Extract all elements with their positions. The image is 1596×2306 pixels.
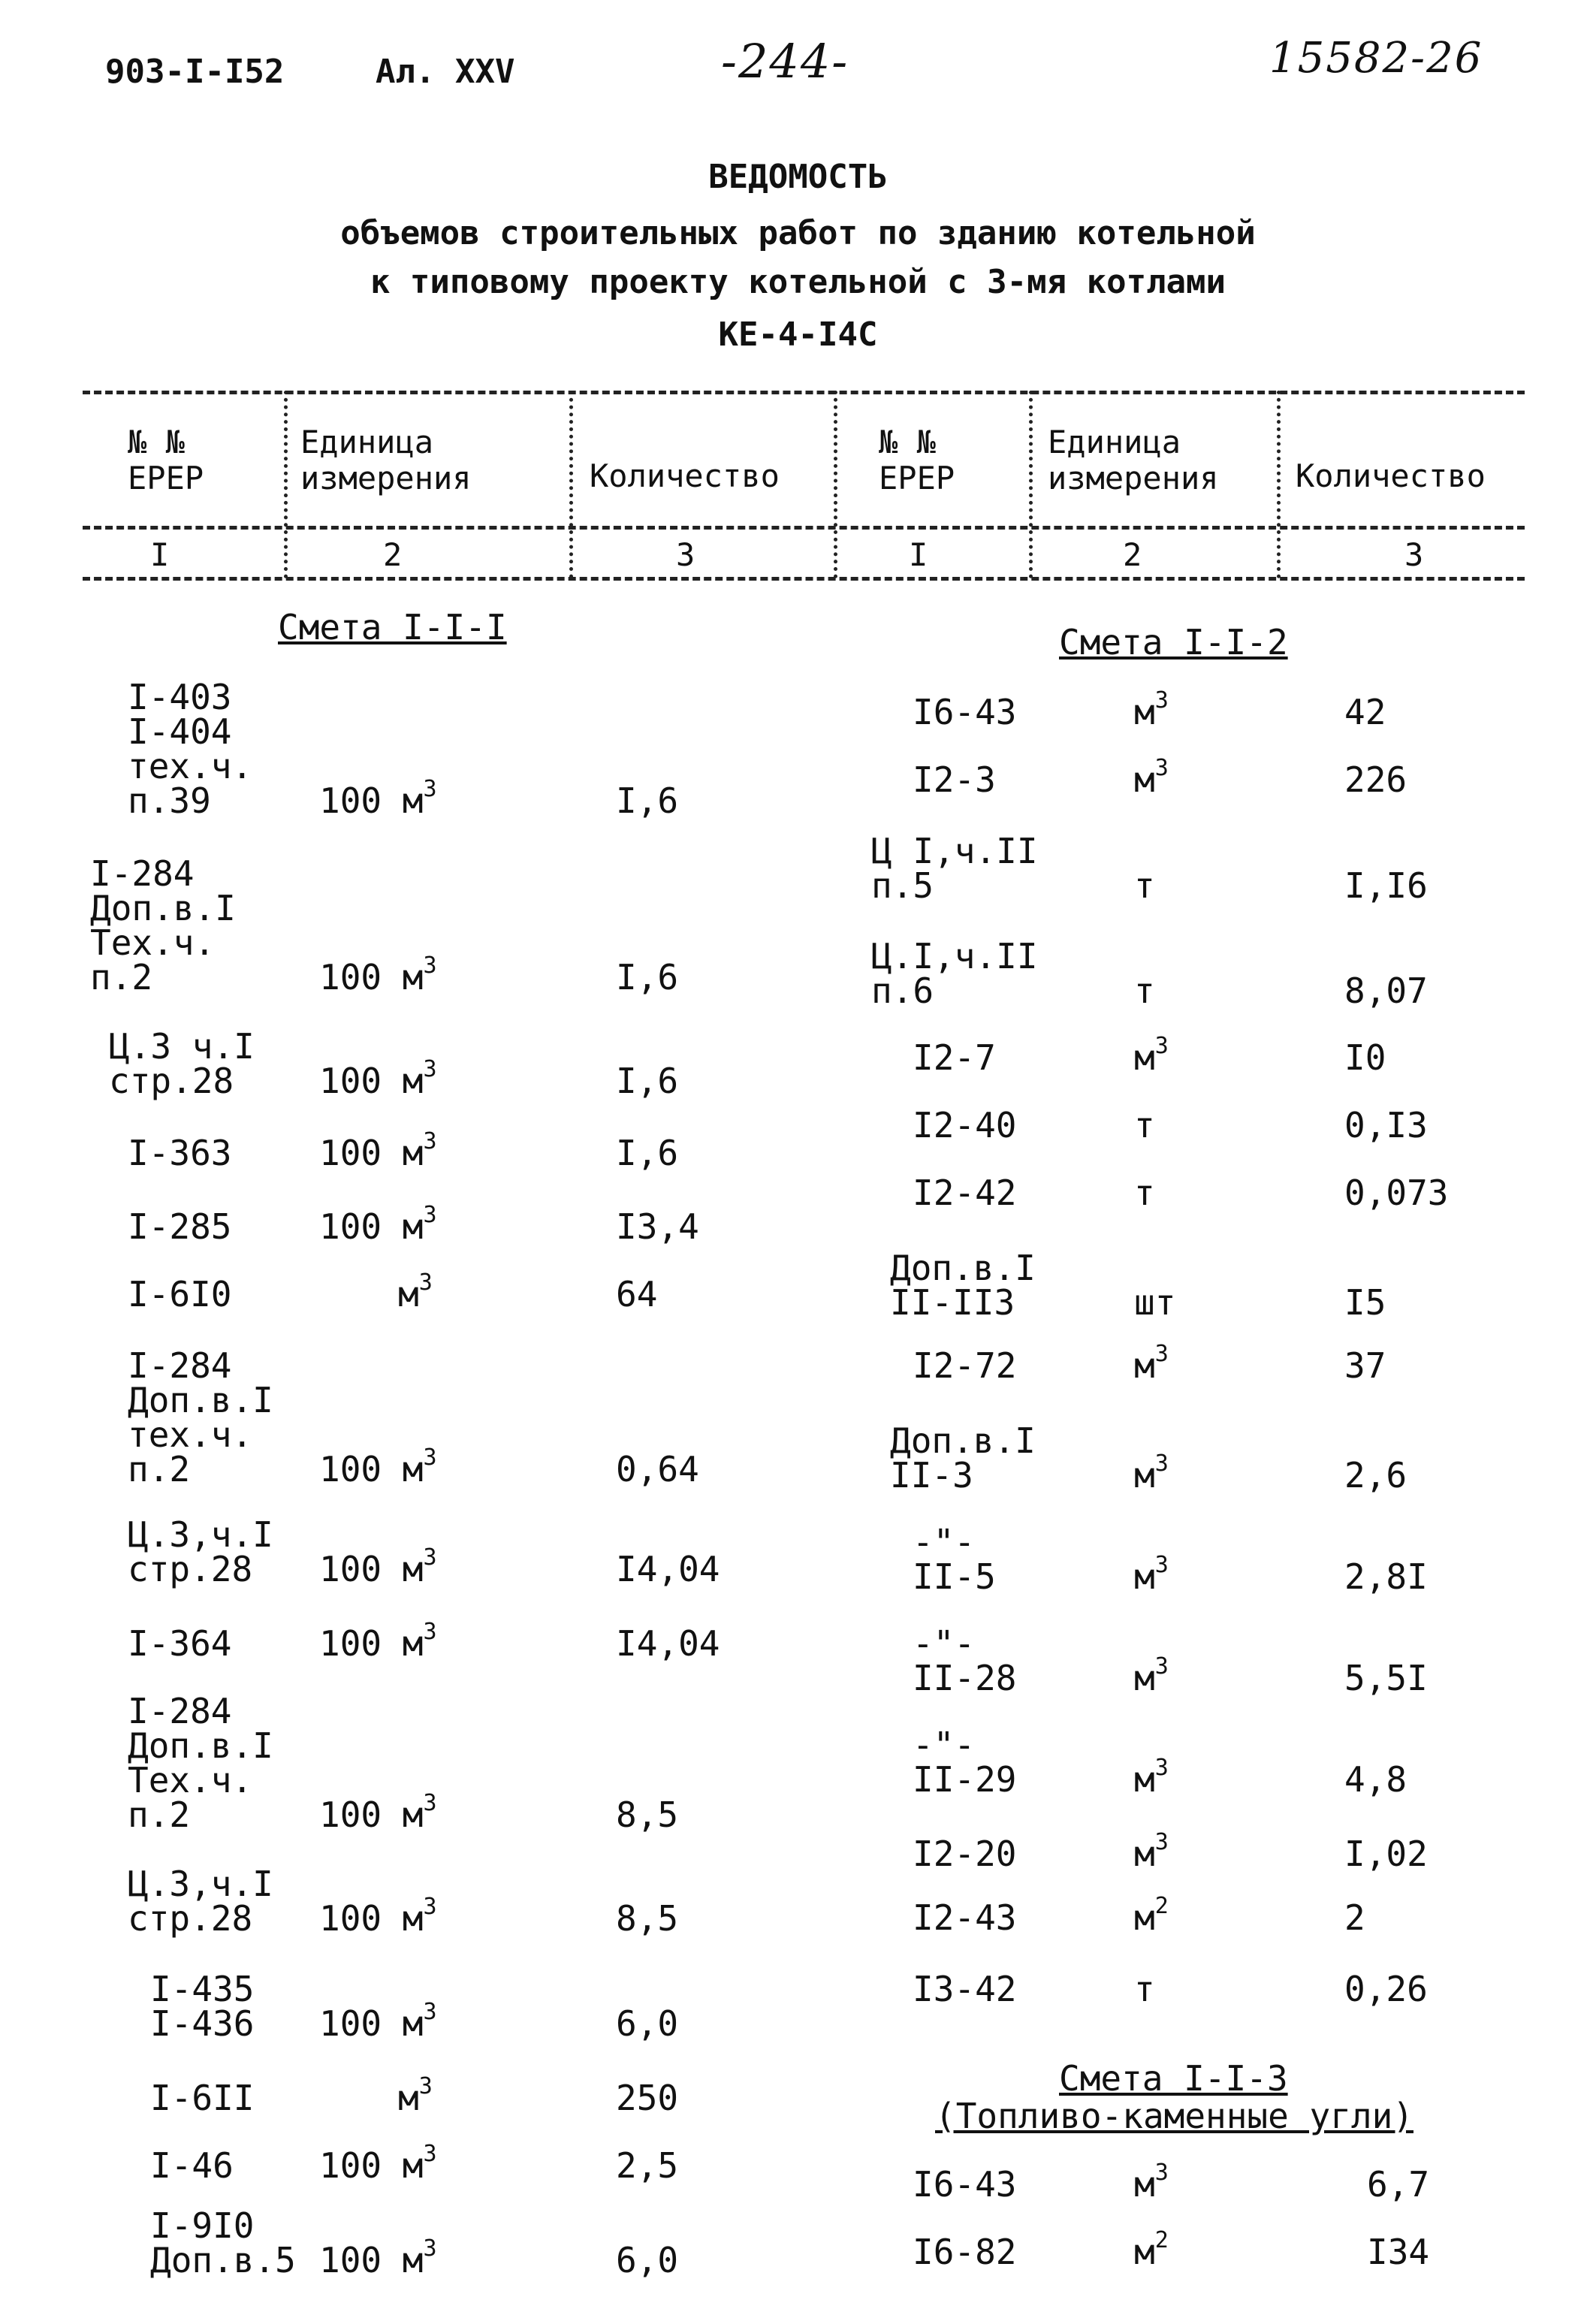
left-unit-cell [319, 1444, 437, 1490]
code-line: I2-7 [913, 1037, 996, 1078]
colnum-2-left: 2 [383, 536, 403, 573]
code-line: I-284 [90, 853, 195, 894]
right-quantity-cell: 2,6 [1344, 1455, 1407, 1496]
left-code-cell [128, 1691, 308, 1835]
unit-text: 100 м [319, 2003, 424, 2044]
right-quantity-cell: 0,073 [1344, 1173, 1449, 1213]
unit-exponent: 3 [423, 776, 437, 802]
left-code-cell [128, 677, 308, 821]
right-quantity-cell: 42 [1344, 692, 1386, 732]
code-line: I-404 [128, 711, 232, 752]
left-quantity-cell: 64 [616, 1274, 658, 1314]
left-code-cell [128, 1274, 308, 1314]
code-line: II-5 [913, 1556, 996, 1597]
left-code-cell [128, 1864, 308, 1939]
unit-exponent: 3 [423, 1619, 437, 1645]
code-line: Доп.в.I [90, 888, 236, 928]
right-quantity-cell: 2 [1344, 1897, 1365, 1938]
right-unit-cell [1134, 1755, 1169, 1800]
code-line: I2-40 [913, 1105, 1017, 1145]
unit-text: м [1134, 1037, 1155, 1078]
left-code-cell [150, 2078, 330, 2118]
code-line: Ц.3 ч.I [109, 1026, 255, 1067]
unit-text: 100 м [319, 1133, 424, 1173]
unit-text: 100 м [319, 2240, 424, 2280]
unit-exponent: 3 [423, 1444, 437, 1471]
right-code-cell [913, 1173, 1093, 1213]
right-unit-cell [1134, 1033, 1169, 1078]
left-unit-cell [319, 1790, 437, 1835]
left-quantity-cell: I4,04 [616, 1623, 720, 1664]
hdr-col1-left: № № ЕРЕР [128, 424, 204, 497]
code-line: Доп.в.I [128, 1725, 273, 1766]
code-line: тех.ч. [128, 746, 253, 786]
left-unit-cell [319, 776, 437, 821]
unit-text: м [1134, 1759, 1155, 1800]
code-line: Ц.I,ч.II [871, 936, 1038, 976]
right-unit-cell [1134, 1341, 1169, 1386]
code-line: I-435 [150, 1969, 255, 2009]
right-unit-cell [1134, 1893, 1169, 1938]
code-line: Тех.ч. [90, 922, 216, 963]
code-line: I-46 [150, 2145, 234, 2186]
code-line: -"- [913, 1522, 976, 1562]
right-code-cell [913, 1105, 1093, 1145]
left-quantity-cell: 2,5 [616, 2145, 679, 2186]
code-line: I3-42 [913, 1969, 1017, 2009]
right-unit-cell [1134, 1829, 1169, 1874]
left-quantity-cell: 250 [616, 2078, 679, 2118]
code-line: I-9I0 [150, 2205, 255, 2246]
left-quantity-cell: I,6 [616, 780, 679, 821]
code-line: I6-43 [913, 2164, 1017, 2205]
unit-text: м [1134, 1345, 1155, 1386]
left-unit-cell [319, 1544, 437, 1589]
code-line: I-436 [150, 2003, 255, 2044]
left-code-cell [109, 1026, 289, 1101]
unit-exponent: 2 [1154, 2227, 1169, 2253]
unit-exponent: 3 [1154, 1552, 1169, 1578]
left-section-title: Смета I-I-I [278, 607, 507, 647]
unit-exponent: 3 [1154, 755, 1169, 781]
unit-exponent: 3 [423, 1544, 437, 1571]
right2-code-cell [913, 2232, 1093, 2272]
hdr-col2-left: Единица измерения [300, 424, 472, 497]
code-line: II-II3 [890, 1282, 1015, 1323]
left-quantity-cell: 6,0 [616, 2240, 679, 2280]
left-code-cell [150, 2205, 330, 2280]
code-line: I2-43 [913, 1897, 1017, 1938]
code-line: стр.28 [128, 1898, 253, 1939]
unit-text: 100 м [319, 1206, 424, 1247]
unit-exponent: 3 [1154, 1341, 1169, 1367]
code-line: Ц.3,ч.I [128, 1514, 273, 1555]
right-quantity-cell: 8,07 [1344, 970, 1428, 1011]
unit-exponent: 3 [1154, 2160, 1169, 2186]
right-quantity-cell: 226 [1344, 759, 1407, 800]
right-unit-cell [1134, 970, 1155, 1011]
right-code-cell [871, 831, 1051, 906]
right2-unit-cell [1134, 2227, 1169, 2272]
right2-code-cell [913, 2164, 1093, 2205]
unit-text: 100 м [319, 1061, 424, 1101]
left-unit-cell [319, 1202, 437, 1247]
left-code-cell [128, 1623, 308, 1664]
right-quantity-cell: I,02 [1344, 1834, 1428, 1874]
unit-text: 100 м [319, 957, 424, 998]
code-line: п.2 [128, 1794, 191, 1835]
right-unit-cell [1134, 687, 1169, 732]
right-section2-title: Смета I-I-3 [1059, 2058, 1288, 2099]
left-unit-cell [319, 2141, 437, 2186]
unit-text: т [1134, 1969, 1155, 2009]
unit-exponent: 3 [423, 1128, 437, 1155]
left-code-cell [128, 1345, 308, 1490]
unit-text: м [398, 1274, 419, 1314]
code-line: п.2 [128, 1449, 191, 1490]
left-unit-cell [398, 1269, 433, 1314]
right-code-cell [913, 759, 1093, 800]
left-unit-cell [398, 2073, 433, 2118]
unit-exponent: 3 [1154, 1829, 1169, 1855]
left-unit-cell [319, 1128, 437, 1173]
code-line: I-6I0 [128, 1274, 232, 1314]
right-code-cell [913, 692, 1093, 732]
right-unit-cell [1134, 1653, 1169, 1698]
project-code: КЕ-4-I4С [718, 315, 878, 354]
left-quantity-cell: I3,4 [616, 1206, 699, 1247]
code-line: Тех.ч. [128, 1760, 253, 1800]
left-unit-cell [319, 1894, 437, 1939]
right-quantity-cell: 0,I3 [1344, 1105, 1428, 1145]
code-line: п.6 [871, 970, 934, 1011]
unit-text: 100 м [319, 1449, 424, 1490]
unit-text: 100 м [319, 1623, 424, 1664]
unit-text: м [1134, 1556, 1155, 1597]
right-unit-cell [1134, 865, 1155, 906]
left-code-cell [128, 1133, 308, 1173]
right-section-title: Смета I-I-2 [1059, 622, 1288, 663]
left-quantity-cell: 8,5 [616, 1898, 679, 1939]
left-code-cell [150, 2145, 330, 2186]
col-divider [284, 391, 288, 578]
code-line: I-284 [128, 1345, 232, 1386]
table-header-rule [83, 526, 1525, 530]
right-quantity-cell: I0 [1344, 1037, 1386, 1078]
unit-exponent: 3 [423, 952, 437, 979]
code-line: I-6II [150, 2078, 255, 2118]
right-unit-cell [1134, 1105, 1155, 1145]
doc-title: ВЕДОМОСТЬ [708, 158, 888, 196]
code-line: Доп.в.I [128, 1380, 273, 1420]
unit-exponent: 3 [423, 1894, 437, 1920]
left-unit-cell [319, 1056, 437, 1101]
unit-text: м [1134, 1897, 1155, 1938]
right-unit-cell [1134, 1450, 1169, 1496]
doc-code: 903-I-I52 [105, 53, 285, 91]
unit-text: шт [1134, 1282, 1176, 1323]
code-line: I2-72 [913, 1345, 1017, 1386]
right-code-cell [890, 1248, 1070, 1323]
right-quantity-cell: 0,26 [1344, 1969, 1428, 2009]
code-line: II-28 [913, 1658, 1017, 1698]
code-line: I-403 [128, 677, 232, 717]
colnum-1-right: I [909, 536, 928, 573]
col-divider [1277, 391, 1281, 578]
code-line: Ц.3,ч.I [128, 1864, 273, 1904]
code-line: I2-42 [913, 1173, 1017, 1213]
unit-text: м [1134, 2232, 1155, 2272]
code-line: Доп.в.5 [150, 2240, 296, 2280]
unit-text: м [398, 2078, 419, 2118]
unit-exponent: 3 [423, 1056, 437, 1082]
right-code-cell [913, 1037, 1093, 1078]
code-line: I2-20 [913, 1834, 1017, 1874]
code-line: п.5 [871, 865, 934, 906]
right-unit-cell [1134, 1282, 1176, 1323]
unit-text: т [1134, 865, 1155, 906]
left-code-cell [128, 1206, 308, 1247]
right-code-cell [913, 1897, 1093, 1938]
hdr-col3-right: Количество [1296, 457, 1486, 494]
left-quantity-cell: 8,5 [616, 1794, 679, 1835]
code-line: Доп.в.I [890, 1420, 1036, 1461]
left-code-cell [128, 1514, 308, 1589]
unit-text: 100 м [319, 780, 424, 821]
unit-text: м [1134, 692, 1155, 732]
code-line: I-363 [128, 1133, 232, 1173]
right-quantity-cell: I5 [1344, 1282, 1386, 1323]
right2-unit-cell [1134, 2160, 1169, 2205]
right-quantity-cell: 4,8 [1344, 1759, 1407, 1800]
unit-text: м [1134, 1834, 1155, 1874]
unit-exponent: 3 [423, 1202, 437, 1228]
unit-text: 100 м [319, 1898, 424, 1939]
doc-subtitle-1: объемов строительных работ по зданию котельной [340, 214, 1256, 252]
code-line: Доп.в.I [890, 1248, 1036, 1288]
unit-exponent: 2 [1154, 1893, 1169, 1919]
col-divider [1029, 391, 1033, 578]
col-divider [569, 391, 573, 578]
table-top-rule [83, 391, 1525, 394]
right2-quantity-cell: I34 [1367, 2232, 1430, 2272]
left-quantity-cell: I,6 [616, 957, 679, 998]
colnum-1-left: I [150, 536, 170, 573]
left-unit-cell [319, 952, 437, 998]
left-code-cell [90, 853, 270, 998]
left-quantity-cell: 6,0 [616, 2003, 679, 2044]
unit-text: т [1134, 1173, 1155, 1213]
unit-text: т [1134, 1105, 1155, 1145]
code-line: I6-43 [913, 692, 1017, 732]
left-unit-cell [319, 2235, 437, 2280]
right-code-cell [871, 936, 1051, 1011]
code-line: п.2 [90, 957, 153, 998]
unit-text: 100 м [319, 1794, 424, 1835]
colnum-3-left: 3 [676, 536, 695, 573]
left-code-cell [150, 1969, 330, 2044]
colnum-3-right: 3 [1404, 536, 1424, 573]
right-quantity-cell: I,I6 [1344, 865, 1428, 906]
table-numbers-rule [83, 577, 1525, 581]
code-line: стр.28 [128, 1549, 253, 1589]
unit-text: м [1134, 1658, 1155, 1698]
unit-text: м [1134, 1455, 1155, 1496]
right-code-cell [913, 1623, 1093, 1698]
code-line: I-364 [128, 1623, 232, 1664]
right-code-cell [890, 1420, 1070, 1496]
code-line: I6-82 [913, 2232, 1017, 2272]
code-line: -"- [913, 1725, 976, 1765]
unit-exponent: 3 [423, 2141, 437, 2167]
unit-text: м [1134, 759, 1155, 800]
left-unit-cell [319, 1619, 437, 1664]
sheet-code: 15582-26 [1269, 34, 1483, 83]
code-line: I-284 [128, 1691, 232, 1731]
unit-exponent: 3 [1154, 1033, 1169, 1059]
left-quantity-cell: 0,64 [616, 1449, 699, 1490]
left-quantity-cell: I,6 [616, 1133, 679, 1173]
right-section2-subtitle: (Топливо-каменные угли) [935, 2096, 1413, 2136]
right-quantity-cell: 5,5I [1344, 1658, 1428, 1698]
code-line: -"- [913, 1623, 976, 1664]
code-line: стр.28 [109, 1061, 234, 1101]
right-code-cell [913, 1345, 1093, 1386]
col-divider [834, 391, 837, 578]
right-code-cell [913, 1834, 1093, 1874]
code-line: тех.ч. [128, 1414, 253, 1455]
right-quantity-cell: 37 [1344, 1345, 1386, 1386]
unit-exponent: 3 [423, 1999, 437, 2025]
unit-text: т [1134, 970, 1155, 1011]
unit-exponent: 3 [1154, 687, 1169, 714]
left-unit-cell [319, 1999, 437, 2044]
left-quantity-cell: I4,04 [616, 1549, 720, 1589]
unit-text: 100 м [319, 1549, 424, 1589]
page-number: -244- [721, 34, 849, 89]
right-unit-cell [1134, 755, 1169, 800]
unit-text: 100 м [319, 2145, 424, 2186]
right-code-cell [913, 1522, 1093, 1597]
colnum-2-right: 2 [1123, 536, 1142, 573]
unit-exponent: 3 [1154, 1450, 1169, 1477]
hdr-col1-right: № № ЕРЕР [879, 424, 955, 497]
code-line: II-3 [890, 1455, 973, 1496]
right-unit-cell [1134, 1173, 1155, 1213]
hdr-col2-right: Единица измерения [1048, 424, 1219, 497]
unit-exponent: 3 [1154, 1653, 1169, 1680]
hdr-col3-left: Количество [590, 457, 780, 494]
doc-subtitle-2: к типовому проекту котельной с 3-мя котлами [370, 263, 1226, 301]
code-line: I-285 [128, 1206, 232, 1247]
code-line: п.39 [128, 780, 211, 821]
unit-exponent: 3 [423, 1790, 437, 1816]
right2-quantity-cell: 6,7 [1367, 2164, 1430, 2205]
right-code-cell [913, 1725, 1093, 1800]
right-code-cell [913, 1969, 1093, 2009]
right-unit-cell [1134, 1552, 1169, 1597]
unit-exponent: 3 [418, 1269, 433, 1296]
left-quantity-cell: I,6 [616, 1061, 679, 1101]
unit-exponent: 3 [1154, 1755, 1169, 1781]
code-line: Ц I,ч.II [871, 831, 1038, 871]
right-unit-cell [1134, 1969, 1155, 2009]
code-line: I2-3 [913, 759, 996, 800]
unit-text: м [1134, 2164, 1155, 2205]
right-quantity-cell: 2,8I [1344, 1556, 1428, 1597]
code-line: II-29 [913, 1759, 1017, 1800]
album-label: Ал. XXV [376, 53, 515, 91]
unit-exponent: 3 [423, 2235, 437, 2262]
unit-exponent: 3 [418, 2073, 433, 2099]
